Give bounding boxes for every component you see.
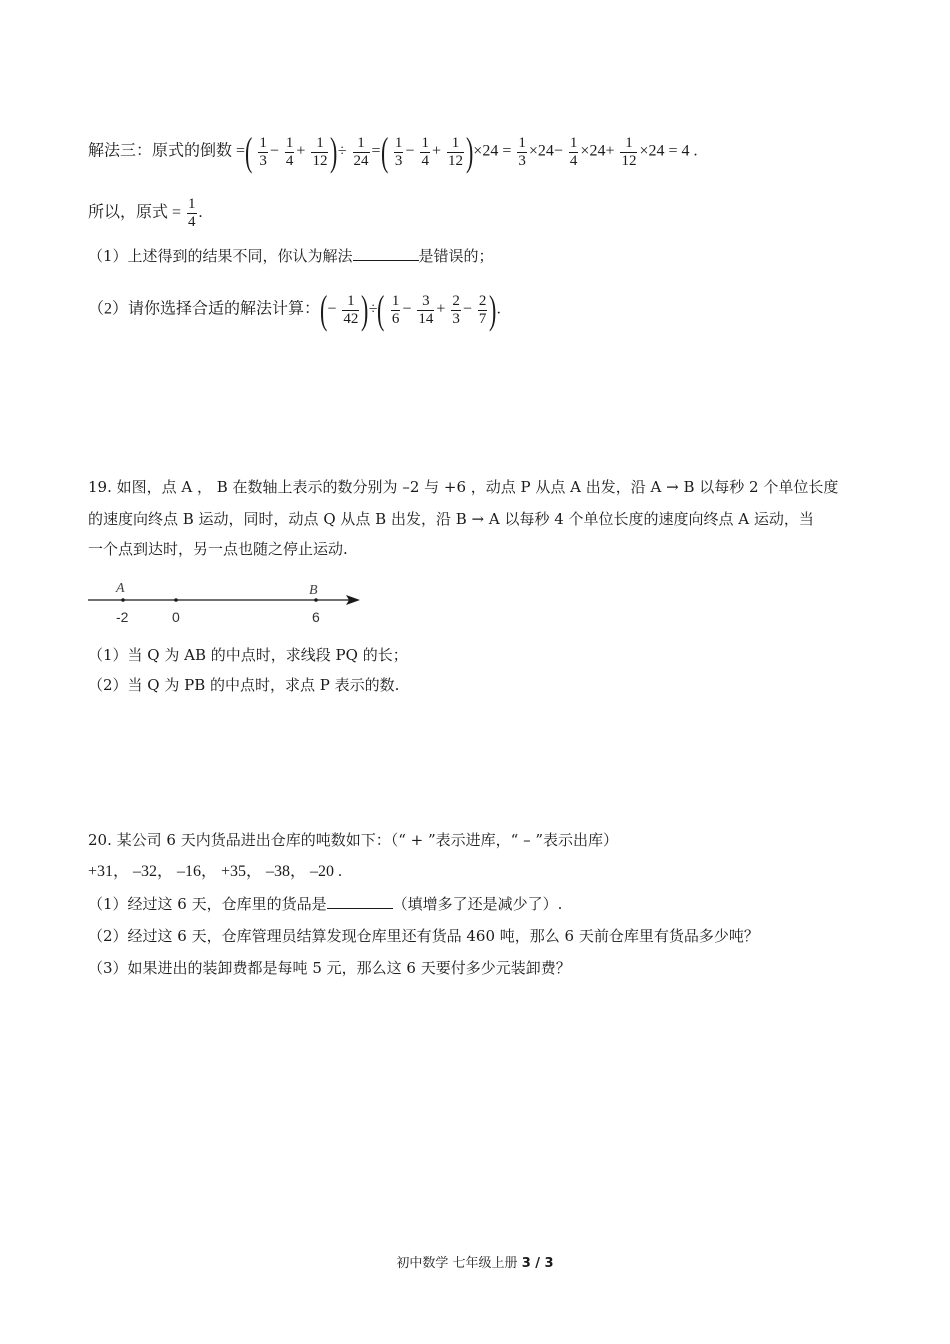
footer-text: 初中数学 七年级上册: [396, 1256, 518, 1271]
q19-line2: 的速度向终点 B 运动，同时，动点 Q 从点 B 出发，沿 B → A 以每秒 4 个单位长度的速度向终点 A 运动，当: [88, 510, 814, 528]
label-b: B: [309, 583, 318, 598]
fraction: $\frac{1}{3}$: [518, 134, 526, 169]
method3-line: 解法三：原式的倒数 =( $\frac{1}{3}$ − $\frac{1}{4}$ + $\frac{1}{12}$ )÷ $\frac{1}{24}$ =( $\frac{1}{3}$ − $\frac{1}{4}$ + $\frac{1}{12}$ )×24 = $\frac{1}{3}$ ×24− $\frac{1}{4}$ ×24+ $\frac{1}{12}$ ×24 = 4 .: [88, 129, 698, 174]
tick-label-a: -2: [116, 609, 129, 625]
q19-part2: （2）当 Q 为 PB 的中点时，求点 P 表示的数.: [88, 676, 400, 694]
fraction: $\frac{1}{4}$: [285, 134, 294, 169]
result-fraction: $\frac{1}{4}$: [188, 196, 196, 230]
point-a: [121, 598, 125, 602]
fraction: $\frac{1}{3}$: [259, 134, 267, 169]
point-origin: [174, 598, 178, 602]
fraction: $\frac{1}{3}$: [394, 134, 403, 169]
fraction: $\frac{3}{14}$: [418, 292, 434, 327]
q19-line1: 19. 如图，点 A ， B 在数轴上表示的数分别为 –2 与 +6 ，动点 P 从点 A 出发，沿 A → B 以每秒 2 个单位长度: [88, 478, 839, 496]
fraction: $\frac{1}{12}$: [312, 134, 328, 169]
page-footer: [0, 1252, 950, 1271]
q20-values: +31， –32， –16， +35， –38， –20 .: [88, 863, 343, 880]
fraction: $\frac{1}{4}$: [569, 134, 578, 169]
page-number: 3 / 3: [521, 1256, 554, 1271]
so-label: 所以，原式: [88, 204, 169, 222]
fraction: $\frac{1}{12}$: [447, 134, 463, 169]
q20-part2: （2）经过这 6 天，仓库管理员结算发现仓库里还有货品 460 吨，那么 6 天前仓库里有货品多少吨？: [88, 927, 759, 945]
q20-part1: （1）经过这 6 天，仓库里的货品是 （填增多了还是减少了）.: [88, 895, 563, 913]
q20-part3: （3）如果进出的装卸费都是每吨 5 元，那么这 6 天要付多少元装卸费？: [88, 959, 571, 977]
fraction: $\frac{1}{12}$: [621, 134, 637, 169]
result-line: 所以，原式 = $\frac{1}{4}$ .: [88, 196, 203, 230]
answer-blank: [353, 246, 419, 261]
point-b: [314, 598, 318, 602]
tick-label-0: 0: [172, 609, 180, 625]
fraction: $\frac{1}{6}$: [391, 292, 400, 327]
number-line: [88, 578, 378, 628]
method3-label: 解法三：原式的倒数: [88, 142, 233, 160]
tick-label-b: 6: [312, 609, 320, 625]
q19-line3: 一个点到达时，另一点也随之停止运动.: [88, 540, 348, 558]
label-a: A: [116, 581, 125, 596]
q18-part1: （1）上述得到的结果不同，你认为解法 是错误的；: [88, 247, 494, 265]
q20-line1: 20. 某公司 6 天内货品进出仓库的吨数如下：（“ + ”表示进库，“ – ”表示出库）: [88, 831, 619, 849]
fraction: $\frac{2}{7}$: [478, 292, 487, 327]
answer-blank: [327, 894, 393, 909]
fraction: $\frac{1}{42}$: [343, 292, 359, 327]
q18-part2: （2）请你选择合适的解法计算：(− $\frac{1}{42}$ )÷( $\frac{1}{6}$ − $\frac{3}{14}$ + $\frac{2}{3}$ − $\frac{2}{7}$ ).: [88, 287, 501, 332]
fraction: $\frac{1}{4}$: [421, 134, 429, 169]
fraction: $\frac{2}{3}$: [452, 292, 460, 327]
fraction: $\frac{1}{24}$: [353, 134, 369, 169]
q19-part1: （1）当 Q 为 AB 的中点时，求线段 PQ 的长；: [88, 646, 408, 664]
